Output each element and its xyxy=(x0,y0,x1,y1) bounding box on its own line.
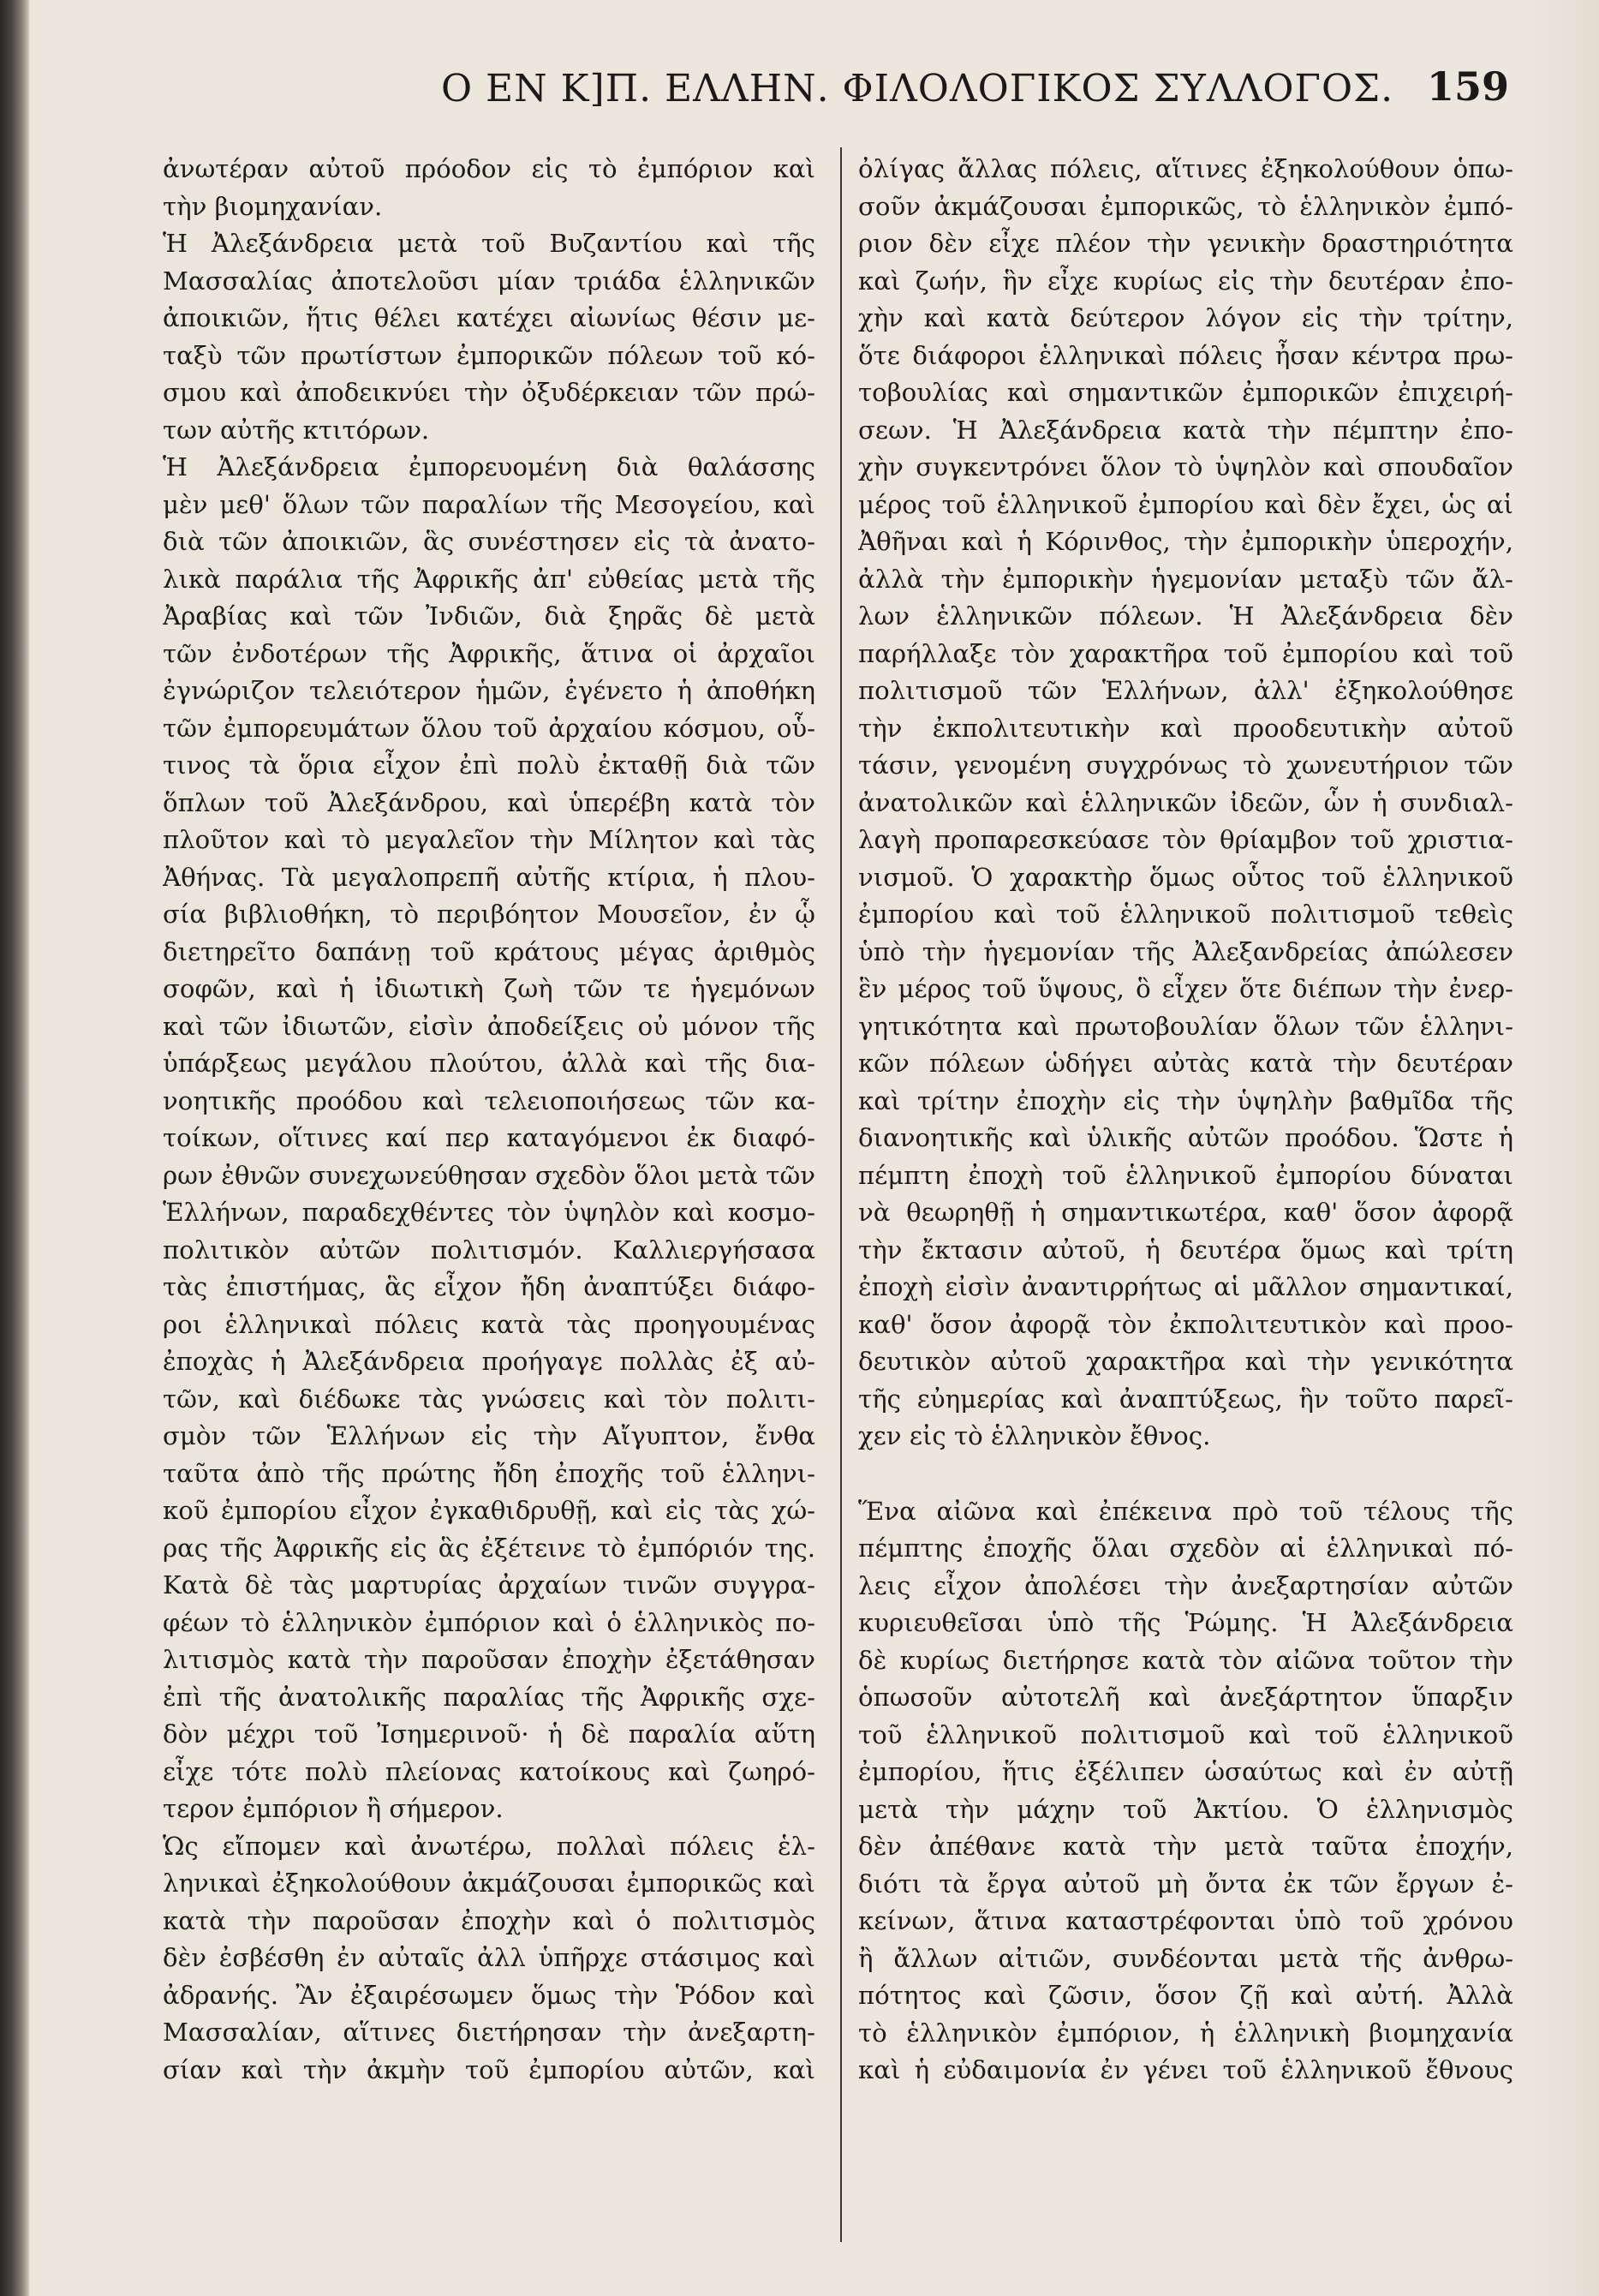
text-line: ταῦτα ἀπὸ τῆς πρώτης ἤδη ἐποχῆς τοῦ ἑλληνι- xyxy=(163,1458,815,1488)
text-line: ρων ἐθνῶν συνεχωνεύθησαν σχεδὸν ὅλοι μετὰ τῶν xyxy=(163,1160,815,1190)
text-line: τῆς εὐημερίας καὶ ἀναπτύξεως, ἣν τοῦτο παρεῖ- xyxy=(858,1384,1513,1414)
text-line: κῶν πόλεων ὡδήγει αὐτὰς κατὰ τὴν δευτέραν xyxy=(858,1049,1513,1078)
text-line: ὅπλων τοῦ Ἀλεξάνδρου, καὶ ὑπερέβη κατὰ τὸν xyxy=(163,787,815,817)
text-line: σοῦν ἀκμάζουσαι ἐμπορικῶς, τὸ ἑλληνικὸν ἐμπό- xyxy=(858,191,1513,221)
text-line: τῶν ἐμπορευμάτων ὅλου τοῦ ἀρχαίου κόσμου, οὗ- xyxy=(163,713,815,743)
text-line: πολιτισμοῦ τῶν Ἑλλήνων, ἀλλ' ἐξηκολούθησε xyxy=(858,676,1513,705)
text-line: τοῦ ἑλληνικοῦ πολιτισμοῦ καὶ τοῦ ἑλληνικοῦ xyxy=(858,1719,1513,1749)
text-line: τάσιν, γενομένη συγχρόνως τὸ χωνευτήριον τῶν xyxy=(858,750,1513,780)
text-line: μετὰ τὴν μάχην τοῦ Ἀκτίου. Ὁ ἑλληνισμὸς xyxy=(858,1794,1513,1824)
text-line: δὸν μέχρι τοῦ Ἰσημερινοῦ· ἡ δὲ παραλία αὕτη xyxy=(163,1719,815,1749)
text-line: παρήλλαξε τὸν χαρακτῆρα τοῦ ἐμπορίου καὶ τοῦ xyxy=(858,638,1513,668)
text-line: πότητος καὶ ζῶσιν, ὅσον ζῇ καὶ αὐτή. Ἀλλὰ xyxy=(858,1981,1513,2010)
text-line: Ἡ Ἀλεξάνδρεια μετὰ τοῦ Βυζαντίου καὶ τῆς xyxy=(163,229,815,258)
text-line: ὁπωσοῦν αὐτοτελῆ καὶ ἀνεξάρτητον ὕπαρξιν xyxy=(858,1683,1513,1712)
text-line: καὶ ζωήν, ἣν εἶχε κυρίως εἰς τὴν δευτέραν ἐπο- xyxy=(858,266,1513,296)
text-line: τῶν ἐνδοτέρων τῆς Ἀφρικῆς, ἅτινα οἱ ἀρχαῖοι xyxy=(163,638,815,668)
text-line: πολιτικὸν αὐτῶν πολιτισμόν. Καλλιεργήσασα xyxy=(163,1235,815,1265)
text-line: των αὐτῆς κτιτόρων. xyxy=(163,415,430,445)
text-line: ἀνατολικῶν καὶ ἑλληνικῶν ἰδεῶν, ὧν ἡ συνδιαλ- xyxy=(858,787,1513,817)
text-line: γητικότητα καὶ πρωτοβουλίαν ὅλων τῶν ἑλληνι- xyxy=(858,1011,1513,1041)
text-line: ἢ ἄλλων αἰτιῶν, συνδέονται μετὰ τῆς ἀνθρω- xyxy=(858,1943,1513,1973)
page-number: 159 xyxy=(1426,63,1509,110)
text-line: Ὡς εἴπομεν καὶ ἀνωτέρω, πολλαὶ πόλεις ἑλ- xyxy=(163,1831,815,1861)
text-line: τοβουλίας καὶ σημαντικῶν ἐμπορικῶν ἐπιχειρή- xyxy=(858,378,1513,407)
text-line: τοίκων, οἵτινες καί περ καταγόμενοι ἐκ διαφό- xyxy=(163,1123,815,1152)
text-line: τῶν, καὶ διέδωκε τὰς γνώσεις καὶ τὸν πολιτι- xyxy=(163,1384,815,1414)
text-line: τὴν ἐκπολιτευτικὴν καὶ προοδευτικὴν αὐτοῦ xyxy=(858,713,1513,743)
text-line: ροι ἑλληνικαὶ πόλεις κατὰ τὰς προηγουμένας xyxy=(163,1309,815,1339)
text-line: ἐμπορίου καὶ τοῦ ἑλληνικοῦ πολιτισμοῦ τεθεὶς xyxy=(858,900,1513,929)
text-line: Ἕνα αἰῶνα καὶ ἐπέκεινα πρὸ τοῦ τέλους τῆς xyxy=(858,1496,1513,1526)
text-line: λων ἑλληνικῶν πόλεων. Ἡ Ἀλεξάνδρεια δὲν xyxy=(858,601,1513,631)
text-line: διετηρεῖτο δαπάνῃ τοῦ κράτους μέγας ἀριθμὸς xyxy=(163,936,815,966)
text-line: ὑπάρξεως μεγάλου πλούτου, ἀλλὰ καὶ τῆς δια- xyxy=(163,1049,815,1078)
text-line: νοητικῆς προόδου καὶ τελειοποιήσεως τῶν κα- xyxy=(163,1085,815,1115)
text-line: σοφῶν, καὶ ἡ ἰδιωτικὴ ζωὴ τῶν τε ἡγεμόνων xyxy=(163,974,815,1003)
left-text-column xyxy=(163,151,815,2089)
text-line: διὰ τῶν ἀποικιῶν, ἃς συνέστησεν εἰς τὰ ἀνατο- xyxy=(163,527,815,556)
text-line: καὶ τρίτην ἐποχὴν εἰς τὴν ὑψηλὴν βαθμῖδα τῆς xyxy=(858,1085,1513,1115)
text-line: Ἀθήνας. Τὰ μεγαλοπρεπῆ αὐτῆς κτίρια, ἡ πλου- xyxy=(163,862,815,892)
text-line: Κατὰ δὲ τὰς μαρτυρίας ἀρχαίων τινῶν συγγρα- xyxy=(163,1570,815,1599)
text-line: ἐποχὴ εἰσὶν ἀναντιρρήτως αἱ μᾶλλον σημαντικαί, xyxy=(858,1272,1513,1301)
text-line: κείνων, ἅτινα καταστρέφονται ὑπὸ τοῦ χρόνου xyxy=(858,1906,1513,1935)
text-line: ἀλλὰ τὴν ἐμπορικὴν ἡγεμονίαν μεταξὺ τῶν ἄλ- xyxy=(858,564,1513,594)
text-line: πλοῦτον καὶ τὸ μεγαλεῖον τὴν Μίλητον καὶ τὰς xyxy=(163,825,815,854)
text-line: ἓν μέρος τοῦ ὕψους, ὃ εἶχεν ὅτε διέπων τὴν ἐνερ- xyxy=(858,974,1513,1003)
text-line: μέρος τοῦ ἑλληνικοῦ ἐμπορίου καὶ δὲν ἔχει, ὡς αἱ xyxy=(858,489,1513,519)
right-text-column xyxy=(858,151,1513,2090)
text-line: διανοητικῆς καὶ ὑλικῆς αὐτῶν προόδου. Ὥστε ἡ xyxy=(858,1123,1513,1152)
text-line: τὰς ἐπιστήμας, ἃς εἶχον ἤδη ἀναπτύξει διάφο- xyxy=(163,1272,815,1301)
text-line: λικὰ παράλια τῆς Ἀφρικῆς ἀπ' εὐθείας μετὰ τῆς xyxy=(163,564,815,594)
text-line: καὶ τῶν ἰδιωτῶν, εἰσὶν ἀποδείξεις οὐ μόνον τῆς xyxy=(163,1011,815,1041)
text-line: ὀλίγας ἄλλας πόλεις, αἵτινες ἐξηκολούθουν ὁπω- xyxy=(858,154,1513,183)
text-line: χεν εἰς τὸ ἑλληνικὸν ἔθνος. xyxy=(858,1421,1211,1450)
text-line: λεις εἶχον ἀπολέσει τὴν ἀνεξαρτησίαν αὐτῶν xyxy=(858,1570,1513,1600)
text-line: καθ' ὅσον ἀφορᾷ τὸν ἐκπολιτευτικὸν καὶ προο- xyxy=(858,1309,1513,1339)
text-line: δὲν ἐσβέσθη ἐν αὐταῖς ἀλλ ὑπῆρχε στάσιμος καὶ xyxy=(163,1943,815,1972)
text-line: νισμοῦ. Ὁ χαρακτὴρ ὅμως οὗτος τοῦ ἑλληνικοῦ xyxy=(858,862,1513,892)
text-line: ἐμπορίου, ἥτις ἐξέλιπεν ὡσαύτως καὶ ἐν αὐτῇ xyxy=(858,1757,1513,1786)
text-line: Ἀθῆναι καὶ ἡ Κόρινθος, τὴν ἐμπορικὴν ὑπεροχήν, xyxy=(858,527,1513,556)
text-line: ἐποχὰς ἡ Ἀλεξάνδρεια προήγαγε πολλὰς ἐξ αὐ- xyxy=(163,1347,815,1376)
text-line: ταξὺ τῶν πρωτίστων ἐμπορικῶν πόλεων τοῦ κό- xyxy=(163,340,815,370)
text-line: καὶ ἡ εὐδαιμονία ἐν γένει τοῦ ἑλληνικοῦ ἔθνους xyxy=(858,2055,1513,2084)
text-line: τινος τὰ ὅρια εἶχον ἐπὶ πολὺ ἐκταθῇ διὰ τῶν xyxy=(163,750,815,780)
right-column-paragraph-group xyxy=(858,151,1513,1456)
text-line: τὸ ἑλληνικὸν ἐμπόριον, ἡ ἑλληνικὴ βιομηχανία xyxy=(858,2018,1513,2048)
text-line: δευτικὸν αὐτοῦ χαρακτῆρα καὶ τὴν γενικότητα xyxy=(858,1347,1513,1376)
text-line: σμου καὶ ἀποδεικνύει τὴν ὀξυδέρκειαν τῶν πρώ- xyxy=(163,378,815,407)
text-line: διότι τὰ ἔργα αὐτοῦ μὴ ὄντα ἐκ τῶν ἔργων ἐ- xyxy=(858,1868,1513,1898)
right-column-paragraph-group xyxy=(858,1493,1513,2090)
running-head: Ο ΕΝ Κ]Π. ΕΛΛΗΝ. ΦΙΛΟΛΟΓΙΚΟΣ ΣΥΛΛΟΓΟΣ. xyxy=(441,67,1394,111)
text-line: σμὸν τῶν Ἑλλήνων εἰς τὴν Αἴγυπτον, ἔνθα xyxy=(163,1421,815,1450)
text-line: ρας τῆς Ἀφρικῆς εἰς ἃς ἐξέτεινε τὸ ἐμπόριόν της. xyxy=(163,1533,815,1563)
text-line: ἐπὶ τῆς ἀνατολικῆς παραλίας τῆς Ἀφρικῆς σχε- xyxy=(163,1682,815,1712)
text-line: δὲ κυρίως διετήρησε κατὰ τὸν αἰῶνα τοῦτον τὴν xyxy=(858,1645,1513,1675)
text-line: λαγὴ προπαρεσκεύασε τὸν θρίαμβον τοῦ χριστια- xyxy=(858,825,1513,854)
page-binding-edge xyxy=(0,0,29,2296)
text-line: ὅτε διάφοροι ἑλληνικαὶ πόλεις ἦσαν κέντρα πρω- xyxy=(858,340,1513,370)
text-line: πέμπτης ἐποχῆς ὅλαι σχεδὸν αἱ ἑλληνικαὶ πό- xyxy=(858,1534,1513,1563)
text-line: ὑπὸ τὴν ἡγεμονίαν τῆς Ἀλεξανδρείας ἀπώλεσεν xyxy=(858,936,1513,966)
text-line: Μασσαλίαν, αἵτινες διετήρησαν τὴν ἀνεξαρτη- xyxy=(163,2018,815,2047)
text-line: τὴν βιομηχανίαν. xyxy=(163,191,383,221)
text-line: Ἑλλήνων, παραδεχθέντες τὸν ὑψηλὸν καὶ κοσμο- xyxy=(163,1198,815,1227)
text-line: Ἡ Ἀλεξάνδρεια ἐμπορευομένη διὰ θαλάσσης xyxy=(163,452,815,481)
text-line: πέμπτη ἐποχὴ τοῦ ἑλληνικοῦ ἐμπορίου δύναται xyxy=(858,1160,1513,1190)
text-line: ἐγνώριζον τελειότερον ἡμῶν, ἐγένετο ἡ ἀποθήκη xyxy=(163,676,815,705)
text-line: εἶχε τότε πολὺ πλείονας κατοίκους καὶ ζωηρό- xyxy=(163,1756,815,1786)
text-line: χὴν καὶ κατὰ δεύτερον λόγον εἰς τὴν τρίτην, xyxy=(858,303,1513,332)
text-line: τερον ἐμπόριον ἢ σήμερον. xyxy=(163,1794,504,1823)
text-line: ἀποικιῶν, ἥτις θέλει κατέχει αἰωνίως θέσιν με- xyxy=(163,303,815,332)
text-line: ληνικαὶ ἐξηκολούθουν ἀκμάζουσαι ἐμπορικῶς καὶ xyxy=(163,1868,815,1898)
text-line: σία βιβλιοθήκη, τὸ περιβόητον Μουσεῖον, ἐν ᾧ xyxy=(163,900,815,929)
text-line: Μασσαλίας ἀποτελοῦσι μίαν τριάδα ἑλληνικῶν xyxy=(163,266,815,296)
text-line: μὲν μεθ' ὅλων τῶν παραλίων τῆς Μεσογείου, καὶ xyxy=(163,489,815,519)
text-line: ἀνωτέραν αὐτοῦ πρόοδον εἰς τὸ ἐμπόριον καὶ xyxy=(163,154,815,183)
text-line: κατὰ τὴν παροῦσαν ἐποχὴν καὶ ὁ πολιτισμὸς xyxy=(163,1905,815,1935)
column-divider xyxy=(840,147,842,2242)
text-line: ἀδρανής. Ἂν ἐξαιρέσωμεν ὅμως τὴν Ῥόδον καὶ xyxy=(163,1980,815,2010)
text-line: ριον δὲν εἶχε πλέον τὴν γενικὴν δραστηριότητα xyxy=(858,229,1513,258)
text-line: φέων τὸ ἑλληνικὸν ἐμπόριον καὶ ὁ ἑλληνικὸς πο- xyxy=(163,1607,815,1637)
text-line: σίαν καὶ τὴν ἀκμὴν τοῦ ἐμπορίου αὐτῶν, καὶ xyxy=(163,2054,815,2084)
text-line: τὴν ἔκτασιν αὐτοῦ, ἡ δευτέρα ὅμως καὶ τρίτη xyxy=(858,1235,1513,1265)
text-line: χὴν συγκεντρόνει ὅλον τὸ ὑψηλὸν καὶ σπουδαῖον xyxy=(858,452,1513,481)
text-line: Ἀραβίας καὶ τῶν Ἰνδιῶν, διὰ ξηρᾶς δὲ μετὰ xyxy=(163,601,815,631)
text-line: σεων. Ἡ Ἀλεξάνδρεια κατὰ τὴν πέμπτην ἐπο- xyxy=(858,415,1513,445)
text-line: νὰ θεωρηθῇ ἡ σημαντικωτέρα, καθ' ὅσον ἀφορᾷ xyxy=(858,1198,1513,1227)
text-line: κοῦ ἐμπορίου εἶχον ἐγκαθιδρυθῇ, καὶ εἰς τὰς χώ- xyxy=(163,1496,815,1525)
text-line: κυριευθεῖσαι ὑπὸ τῆς Ῥώμης. Ἡ Ἀλεξάνδρεια xyxy=(858,1608,1513,1637)
text-line: λιτισμὸς κατὰ τὴν παροῦσαν ἐποχὴν ἐξετάθησαν xyxy=(163,1645,815,1674)
paragraph-gap xyxy=(858,1456,1513,1493)
text-line: δὲν ἀπέθανε κατὰ τὴν μετὰ ταῦτα ἐποχήν, xyxy=(858,1832,1513,1861)
